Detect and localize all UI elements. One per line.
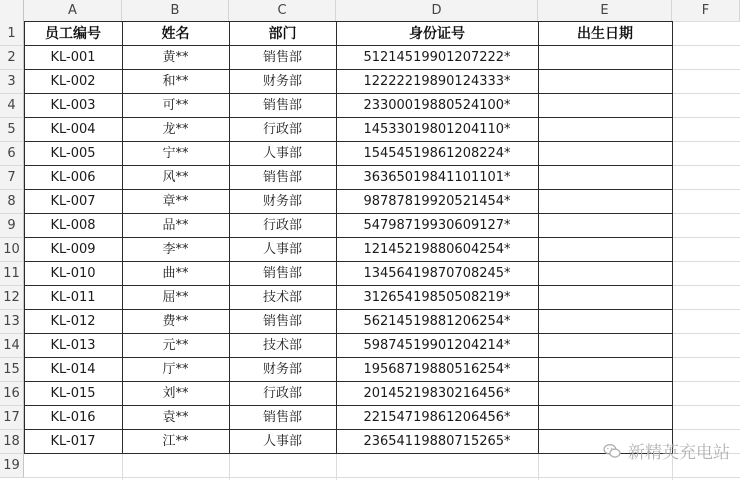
table-cell[interactable] (538, 238, 672, 262)
table-cell[interactable]: 23654119880715265* (363, 434, 511, 449)
column-header-a[interactable]: A (24, 0, 122, 22)
gridline-row (24, 477, 740, 478)
table-cell[interactable]: KL-007 (50, 194, 96, 209)
table-cell[interactable]: 行政部 (262, 218, 302, 233)
table-cell[interactable]: 财务部 (262, 362, 302, 377)
row-header-5[interactable]: 5 (0, 118, 24, 142)
table-cell[interactable]: KL-015 (50, 386, 96, 401)
table-cell[interactable] (538, 334, 672, 358)
table-border-col (336, 21, 337, 454)
table-cell[interactable]: 59874519901204214* (363, 338, 511, 353)
row-header-15[interactable]: 15 (0, 358, 24, 382)
table-cell[interactable]: 19568719880516254* (363, 362, 511, 377)
table-cell[interactable]: 袁** (162, 410, 189, 425)
table-header-cell[interactable]: 姓名 (161, 26, 190, 42)
table-cell[interactable]: 20145219830216456* (363, 386, 511, 401)
table-cell[interactable] (538, 94, 672, 118)
table-cell[interactable]: 36365019841101101* (363, 170, 511, 185)
table-cell[interactable]: 销售部 (262, 410, 302, 425)
row-header-9[interactable]: 9 (0, 214, 24, 238)
table-cell[interactable]: 98787819920521454* (363, 194, 511, 209)
table-cell[interactable]: 14533019801204110* (363, 122, 511, 137)
table-cell[interactable]: 李** (162, 242, 189, 257)
table-cell[interactable]: KL-012 (50, 314, 96, 329)
table-cell[interactable]: 31265419850508219* (363, 290, 511, 305)
table-border-col (229, 21, 230, 454)
row-header-18[interactable]: 18 (0, 430, 24, 454)
table-cell[interactable]: 销售部 (262, 98, 302, 113)
select-all-corner[interactable] (0, 0, 24, 22)
column-header-c[interactable]: C (229, 0, 336, 22)
table-cell[interactable]: 销售部 (262, 266, 302, 281)
table-cell[interactable]: 人事部 (262, 146, 302, 161)
table-cell[interactable]: 费** (162, 314, 189, 329)
table-border-col (122, 21, 123, 454)
watermark-text: 新精英充电站 (628, 443, 730, 463)
row-header-16[interactable]: 16 (0, 382, 24, 406)
table-border-col (538, 21, 539, 454)
table-cell[interactable]: KL-003 (50, 98, 96, 113)
table-cell[interactable]: KL-001 (50, 50, 96, 65)
column-header-b[interactable]: B (122, 0, 229, 22)
table-cell[interactable]: 23300019880524100* (363, 98, 511, 113)
row-header-4[interactable]: 4 (0, 94, 24, 118)
table-cell[interactable]: 宁** (162, 146, 189, 161)
row-header-1[interactable]: 1 (0, 22, 24, 46)
table-cell[interactable] (538, 262, 672, 286)
table-cell[interactable]: 销售部 (262, 314, 302, 329)
table-cell[interactable] (538, 286, 672, 310)
table-cell[interactable] (538, 46, 672, 70)
table-cell[interactable]: KL-002 (50, 74, 96, 89)
table-header-cell[interactable]: 部门 (268, 26, 297, 42)
table-cell[interactable]: 品** (162, 218, 189, 233)
table-cell[interactable]: KL-011 (50, 290, 96, 305)
row-header-11[interactable]: 11 (0, 262, 24, 286)
table-cell[interactable] (538, 70, 672, 94)
table-header-cell[interactable]: 出生日期 (577, 26, 633, 42)
table-cell[interactable]: KL-008 (50, 218, 96, 233)
table-cell[interactable]: 厅** (162, 362, 189, 377)
table-cell[interactable]: 51214519901207222* (363, 50, 511, 65)
table-cell[interactable]: 销售部 (262, 50, 302, 65)
column-header-e[interactable]: E (538, 0, 672, 22)
table-cell[interactable]: 龙** (162, 122, 189, 137)
table-cell[interactable]: KL-004 (50, 122, 96, 137)
table-cell[interactable]: KL-017 (50, 434, 96, 449)
table-cell[interactable] (538, 190, 672, 214)
row-header-17[interactable]: 17 (0, 406, 24, 430)
table-cell[interactable]: KL-014 (50, 362, 96, 377)
table-cell[interactable]: 黄** (162, 50, 189, 65)
column-header-d[interactable]: D (336, 0, 538, 22)
table-cell[interactable]: 刘** (162, 386, 189, 401)
table-cell[interactable]: 12222219890124333* (363, 74, 511, 89)
table-cell[interactable]: 人事部 (262, 242, 302, 257)
table-cell[interactable]: 15454519861208224* (363, 146, 511, 161)
table-cell[interactable]: 行政部 (262, 386, 302, 401)
table-cell[interactable]: 章** (162, 194, 189, 209)
table-cell[interactable]: 12145219880604254* (363, 242, 511, 257)
row-header-10[interactable]: 10 (0, 238, 24, 262)
wechat-icon (602, 441, 622, 461)
row-header-12[interactable]: 12 (0, 286, 24, 310)
row-header-13[interactable]: 13 (0, 310, 24, 334)
table-border-col (672, 21, 673, 454)
table-cell[interactable]: 13456419870708245* (363, 266, 511, 281)
table-cell[interactable] (538, 358, 672, 382)
table-cell[interactable]: 54798719930609127* (363, 218, 511, 233)
table-cell[interactable] (538, 166, 672, 190)
table-cell[interactable] (538, 406, 672, 430)
table-cell[interactable]: KL-010 (50, 266, 96, 281)
table-cell[interactable] (538, 118, 672, 142)
table-cell[interactable] (538, 142, 672, 166)
watermark (602, 438, 730, 463)
table-header-cell[interactable]: 员工编号 (45, 26, 101, 42)
table-header-cell[interactable]: 身份证号 (409, 26, 465, 42)
table-cell[interactable]: 屈** (162, 290, 189, 305)
table-cell[interactable]: 人事部 (262, 434, 302, 449)
table-cell[interactable] (538, 382, 672, 406)
table-cell[interactable]: KL-016 (50, 410, 96, 425)
table-cell[interactable]: KL-006 (50, 170, 96, 185)
row-header-19[interactable]: 19 (0, 454, 24, 478)
table-cell[interactable]: 江** (162, 434, 189, 449)
column-header-f[interactable]: F (672, 0, 740, 22)
row-header-2[interactable]: 2 (0, 46, 24, 70)
row-header-6[interactable]: 6 (0, 142, 24, 166)
table-cell[interactable]: 财务部 (262, 74, 302, 89)
table-cell[interactable]: 风** (162, 170, 189, 185)
row-header-8[interactable]: 8 (0, 190, 24, 214)
table-cell[interactable]: 56214519881206254* (363, 314, 511, 329)
table-cell[interactable] (538, 310, 672, 334)
table-cell[interactable]: 技术部 (262, 338, 302, 353)
table-cell[interactable]: 和** (162, 74, 189, 89)
table-cell[interactable]: 22154719861206456* (363, 410, 511, 425)
table-cell[interactable]: KL-013 (50, 338, 96, 353)
table-cell[interactable]: KL-005 (50, 146, 96, 161)
table-cell[interactable]: 财务部 (262, 194, 302, 209)
table-cell[interactable] (538, 214, 672, 238)
table-cell[interactable]: 行政部 (262, 122, 302, 137)
row-header-3[interactable]: 3 (0, 70, 24, 94)
table-border-col (24, 21, 25, 454)
table-cell[interactable]: KL-009 (50, 242, 96, 257)
row-header-14[interactable]: 14 (0, 334, 24, 358)
table-cell[interactable]: 技术部 (262, 290, 302, 305)
table-cell[interactable]: 销售部 (262, 170, 302, 185)
table-cell[interactable]: 曲** (162, 266, 189, 281)
table-cell[interactable]: 元** (162, 338, 189, 353)
table-cell[interactable]: 可** (162, 98, 189, 113)
row-header-7[interactable]: 7 (0, 166, 24, 190)
